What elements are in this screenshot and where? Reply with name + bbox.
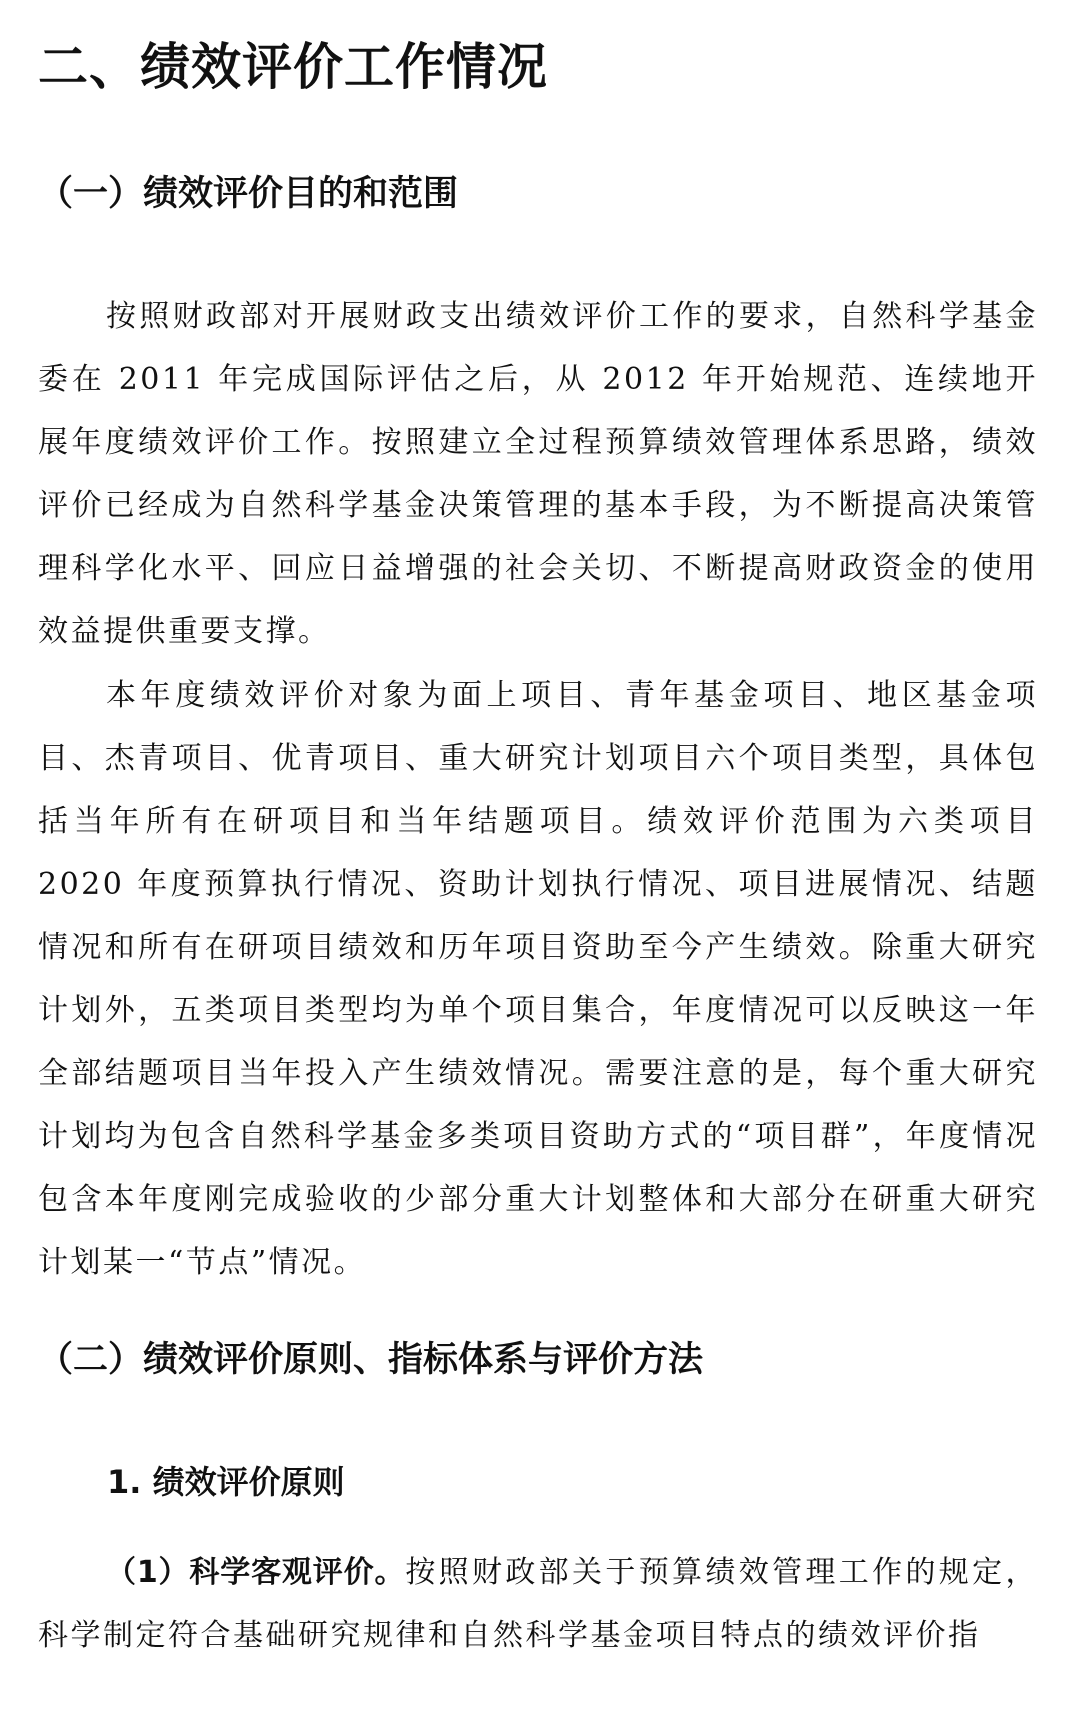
chapter-heading: 二、绩效评价工作情况: [38, 38, 548, 96]
paragraph-purpose: 按照财政部对开展财政支出绩效评价工作的要求，自然科学基金委在 2011 年完成国际评估之后，从 2012 年开始规范、连续地开展年度绩效评价工作。按照建立全过程预算绩效管理体系思路，绩效评价已经成为自然科学基金决策管理的基本手段，为不断提高决策管理科学化水平、回应日益增强的社会关切、不断提高财政资金的使用效益提供重要支撑。: [38, 299, 1038, 649]
section-heading-2: （二）绩效评价原则、指标体系与评价方法: [38, 1340, 704, 1380]
principle-1-text: 按照财政部关于预算绩效管理工作的规定，科学制定符合基础研究规律和自然科学基金项目特点的绩效评价指: [38, 1555, 1038, 1653]
paragraph-principle-1: [38, 1541, 1038, 1667]
principle-1-lead: （1）科学客观评价。: [106, 1555, 406, 1590]
subsection-heading: 1. 绩效评价原则: [107, 1463, 345, 1501]
paragraph-scope: 本年度绩效评价对象为面上项目、青年基金项目、地区基金项目、杰青项目、优青项目、重大研究计划项目六个项目类型，具体包括当年所有在研项目和当年结题项目。绩效评价范围为六类项目 2020 年度预算执行情况、资助计划执行情况、项目进展情况、结题情况和所有在研项目绩效和历年项目资助至今产生绩效。除重大研究计划外，五类项目类型均为单个项目集合，年度情况可以反映这一年全部结题项目当年投入产生绩效情况。需要注意的是，每个重大研究计划均为包含自然科学基金多类项目资助方式的“项目群”，年度情况包含本年度刚完成验收的少部分重大计划整体和大部分在研重大研究计划某一“节点”情况。: [38, 678, 1038, 1280]
section-heading-1: （一）绩效评价目的和范围: [38, 174, 459, 214]
